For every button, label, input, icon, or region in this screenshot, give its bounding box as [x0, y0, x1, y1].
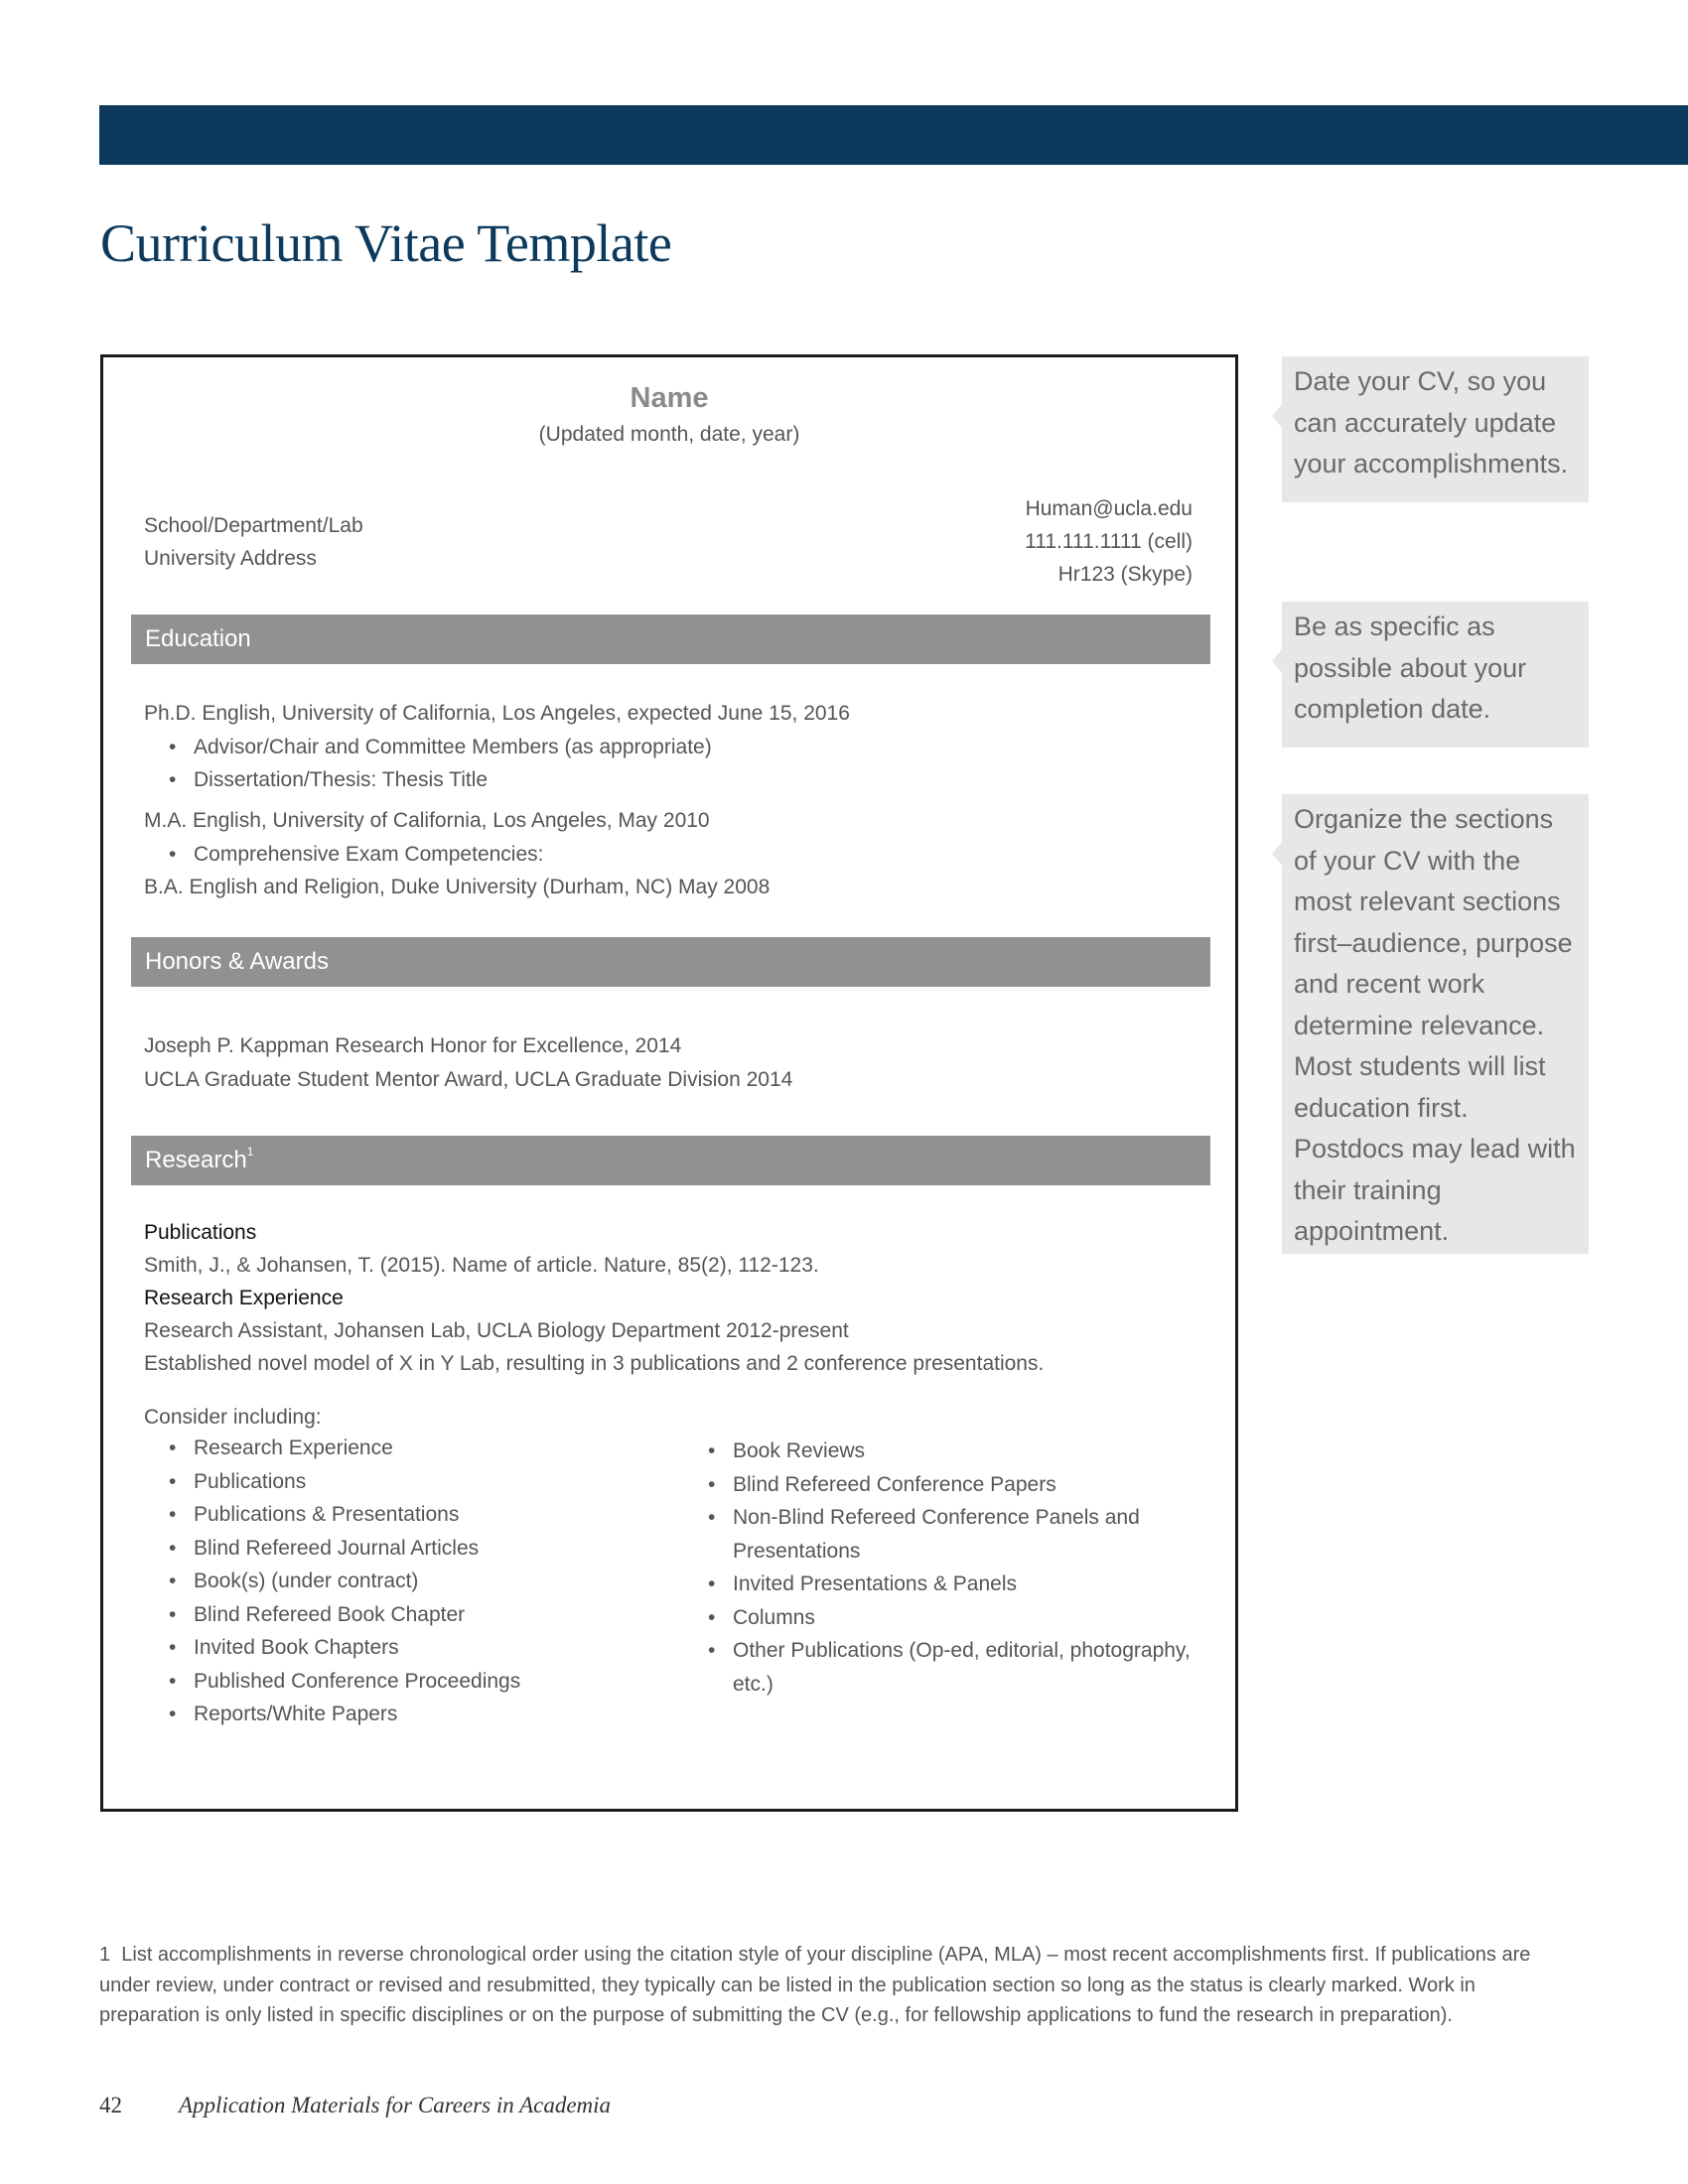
list-item-text: Blind Refereed Conference Papers — [733, 1472, 1056, 1496]
section-header-research — [131, 1136, 1210, 1185]
research-heading-text: Research — [145, 1147, 247, 1173]
list-item-text: Comprehensive Exam Competencies: — [194, 843, 544, 866]
honor-item: Joseph P. Kappman Research Honor for Excellence, 2014 — [144, 1034, 682, 1057]
list-item-text: Reports/White Papers — [194, 1703, 398, 1725]
consider-list-left — [169, 1432, 520, 1731]
publications-label: Publications — [144, 1221, 257, 1244]
section-header-honors: Honors & Awards — [131, 937, 1210, 987]
cv-updated-date: (Updated month, date, year) — [538, 423, 800, 446]
list-item-text: Published Conference Proceedings — [194, 1669, 521, 1693]
list-item: • Blind Refereed Conference Papers — [708, 1472, 1056, 1496]
running-title: Application Materials for Careers in Academia — [179, 2093, 612, 2117]
list-item-text: Non-Blind Refereed Conference Panels and Presentations — [733, 1506, 1140, 1563]
page-number: 42 — [99, 2093, 122, 2117]
list-item: • Invited Book Chapters — [169, 1636, 399, 1659]
consider-including-label: Consider including: — [144, 1406, 322, 1429]
education-ma: M.A. English, University of California, Los Angeles, May 2010 — [144, 809, 710, 832]
list-item-text: Columns — [733, 1605, 815, 1629]
list-item: • Columns — [708, 1605, 815, 1629]
honor-item: UCLA Graduate Student Mentor Award, UCLA Graduate Division 2014 — [144, 1068, 793, 1091]
cv-sample-box — [100, 354, 1238, 1812]
list-item: • Publications & Presentations — [169, 1503, 460, 1526]
list-item: • Book Reviews — [708, 1439, 866, 1462]
list-item: • Book(s) (under contract) — [169, 1570, 419, 1592]
list-item: • Blind Refereed Journal Articles — [169, 1536, 480, 1560]
footnote — [99, 1940, 1579, 2031]
list-item: • Other Publications (Op-ed, editorial, photography, etc.) — [708, 1639, 1191, 1696]
footnote-marker: 1 — [246, 1145, 254, 1159]
research-experience-line: Research Assistant, Johansen Lab, UCLA Biology Department 2012-present — [144, 1319, 849, 1342]
list-item-text: Blind Refereed Journal Articles — [194, 1536, 480, 1560]
list-item-text: Blind Refereed Book Chapter — [194, 1602, 466, 1626]
section-header-education: Education — [131, 614, 1210, 664]
list-item: • Blind Refereed Book Chapter — [169, 1602, 466, 1626]
list-item: • Dissertation/Thesis: Thesis Title — [169, 768, 489, 791]
list-item: • Advisor/Chair and Committee Members (as appropriate) — [169, 736, 712, 758]
publication-entry: Smith, J., & Johansen, T. (2015). Name of article. Nature, 85(2), 112-123. — [144, 1254, 819, 1277]
list-item: • Non-Blind Refereed Conference Panels and Presentations — [708, 1506, 1140, 1563]
list-item: • Reports/White Papers — [169, 1703, 398, 1725]
education-phd: Ph.D. English, University of California, Los Angeles, expected June 15, 2016 — [144, 702, 850, 725]
research-experience-label: Research Experience — [144, 1287, 344, 1309]
list-item-text: Research Experience — [194, 1436, 393, 1459]
footnote-text: List accomplishments in reverse chronological order using the citation style of your discipline (APA, MLA) – most recent accomplishments first. If publications are under review, under contract or revised and resubmitted, they typically can be listed in the publication section so long as the status is clearly marked. Work in preparation is only listed in specific disciplines or on the purpose of submitting the CV (e.g., for fellowship applications to fund the research in preparation). — [99, 1944, 1531, 2026]
list-item-text: Publications & Presentations — [194, 1503, 460, 1526]
consider-list-right — [708, 1434, 1204, 1701]
list-item-text: Book(s) (under contract) — [194, 1570, 419, 1592]
cv-name: Name — [630, 382, 709, 414]
list-item-text: Book Reviews — [733, 1439, 866, 1462]
list-item-text: Publications — [194, 1469, 307, 1493]
footnote-marker: 1 — [99, 1944, 111, 1966]
side-note: Organize the sections of your CV with the most relevant sections first–audience, purpose and recent work determine relevance. Most students will list education first. Postdocs may lead with their training appointment. — [1282, 794, 1589, 1254]
page-title: Curriculum Vitae Template — [100, 213, 672, 273]
list-item: • Publications — [169, 1469, 307, 1493]
side-note: Date your CV, so you can accurately update your accomplishments. — [1282, 356, 1589, 502]
cv-address — [144, 509, 363, 575]
side-note: Be as specific as possible about your completion date. — [1282, 602, 1589, 748]
list-item-text: Advisor/Chair and Committee Members (as appropriate) — [194, 736, 712, 758]
education-ba: B.A. English and Religion, Duke University (Durham, NC) May 2008 — [144, 876, 771, 898]
list-item-text: Other Publications (Op-ed, editorial, photography, etc.) — [733, 1639, 1191, 1696]
address-line: School/Department/Lab — [144, 514, 363, 537]
cv-contact — [1025, 492, 1193, 591]
list-item: • Research Experience — [169, 1436, 393, 1459]
contact-skype: Hr123 (Skype) — [1057, 563, 1193, 586]
list-item: • Invited Presentations & Panels — [708, 1572, 1018, 1595]
list-item-text: Invited Presentations & Panels — [733, 1572, 1018, 1595]
list-item-text: Invited Book Chapters — [194, 1636, 399, 1659]
research-experience-line: Established novel model of X in Y Lab, resulting in 3 publications and 2 conference presentations. — [144, 1352, 1045, 1375]
address-line: University Address — [144, 547, 317, 570]
list-item: • Published Conference Proceedings — [169, 1669, 521, 1693]
list-item-text: Dissertation/Thesis: Thesis Title — [194, 768, 489, 791]
contact-phone: 111.111.1111 (cell) — [1025, 530, 1193, 553]
list-item: • Comprehensive Exam Competencies: — [169, 843, 544, 866]
top-color-band — [99, 105, 1688, 165]
contact-email: Human@ucla.edu — [1025, 497, 1193, 520]
